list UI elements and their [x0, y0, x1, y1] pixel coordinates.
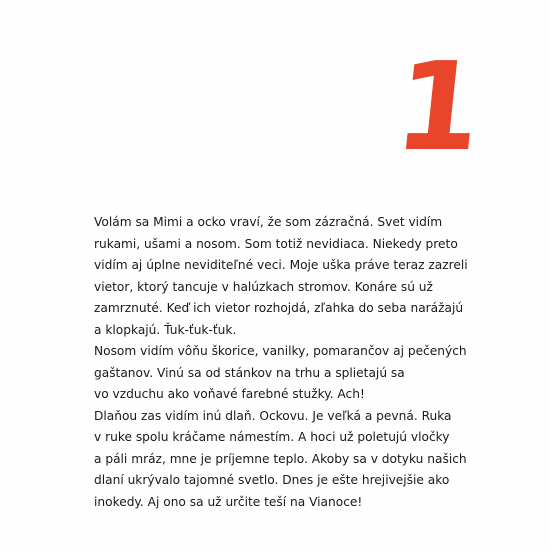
text-line: gaštanov. Vinú sa od stánkov na trhu a splietajú sa [94, 365, 405, 380]
text-line: Dlaňou zas vidím inú dlaň. Ockovu. Je veľká a pevná. Ruka [94, 408, 452, 423]
text-line: vidím aj úplne neviditeľné veci. Moje uška práve teraz zazreli [94, 258, 468, 272]
text-line: Nosom vidím vôňu škorice, vanilky, pomarančov aj pečených [94, 344, 467, 358]
text-line: vietor, ktorý tancuje v halúzkach stromov. Konáre sú už [94, 279, 433, 294]
text-line: rukami, ušami a nosom. Som totiž nevidiaca. Niekedy preto [94, 236, 458, 251]
text-line: dlaní ukrývalo tajomné svetlo. Dnes je ešte hrejivejšie ako [94, 473, 450, 487]
story-text [94, 212, 514, 513]
text-line: zamrznuté. Keď ich vietor rozhojdá, zľahka do seba narážajú [94, 301, 464, 315]
text-line: inokedy. Aj ono sa už určite teší na Vianoce! [94, 494, 363, 509]
text-line: vo vzduchu ako voňavé farebné stužky. Ach! [94, 387, 365, 401]
text-line: Volám sa Mimi a ocko vraví, že som zázračná. Svet vidím [94, 215, 443, 229]
chapter-number: 1 [388, 36, 487, 178]
text-line: a klopkajú. Ťuk-ťuk-ťuk. [94, 322, 237, 337]
text-line: v ruke spolu kráčame námestím. A hoci už poletujú vločky [94, 430, 450, 444]
text-line: a páli mráz, mne je príjemne teplo. Akoby sa v dotyku našich [94, 451, 467, 466]
